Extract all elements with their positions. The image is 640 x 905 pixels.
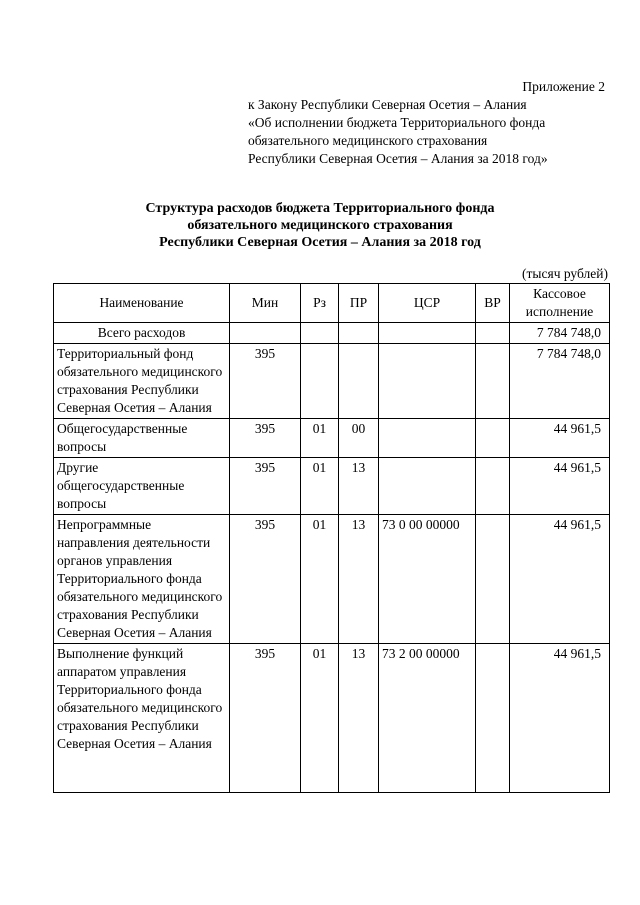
cell-vr: [476, 515, 510, 644]
cell-rz: [301, 323, 339, 344]
units-label: (тысяч рублей): [522, 266, 608, 281]
cell-min: 395: [230, 344, 301, 419]
cell-rz: 01: [301, 515, 339, 644]
table-row: [54, 458, 610, 515]
table-header-row: [54, 284, 610, 323]
cell-name: Выполнение функций аппаратом управления Территориального фонда обязательного медицинского страхования Республики Северная Осетия – Алания: [54, 644, 230, 793]
cell-pr: 13: [339, 644, 379, 793]
cell-amount: 44 961,5: [510, 419, 610, 458]
cell-name: Общегосударственные вопросы: [54, 419, 230, 458]
table-row: [54, 419, 610, 458]
cell-min: [230, 323, 301, 344]
cell-csr: 73 0 00 00000: [379, 515, 476, 644]
cell-amount: 44 961,5: [510, 515, 610, 644]
cell-csr: [379, 323, 476, 344]
table-row: [54, 515, 610, 644]
header-vr: ВР: [476, 284, 510, 323]
cell-name: Территориальный фонд обязательного медицинского страхования Республики Северная Осетия – Алания: [54, 344, 230, 419]
cell-rz: 01: [301, 458, 339, 515]
header-amount: Кассовое исполнение: [510, 284, 610, 323]
cell-amount: 7 784 748,0: [510, 323, 610, 344]
cell-pr: [339, 323, 379, 344]
header-min: Мин: [230, 284, 301, 323]
annex-line: Республики Северная Осетия – Алания за 2018 год»: [248, 151, 548, 166]
header-name: Наименование: [54, 284, 230, 323]
cell-rz: 01: [301, 644, 339, 793]
header-pr: ПР: [339, 284, 379, 323]
annex-line: обязательного медицинского страхования: [248, 133, 488, 148]
cell-pr: [339, 344, 379, 419]
cell-name: Непрограммные направления деятельности органов управления Территориального фонда обязательного медицинского страхования Республики Северная Осетия – Алания: [54, 515, 230, 644]
cell-vr: [476, 323, 510, 344]
cell-amount: 44 961,5: [510, 458, 610, 515]
title-line: обязательного медицинского страхования: [187, 218, 453, 233]
cell-rz: 01: [301, 419, 339, 458]
cell-pr: 00: [339, 419, 379, 458]
cell-csr: 73 2 00 00000: [379, 644, 476, 793]
cell-pr: 13: [339, 515, 379, 644]
title-line: Республики Северная Осетия – Алания за 2018 год: [159, 235, 481, 250]
document-title: [0, 200, 640, 251]
title-line: Структура расходов бюджета Территориального фонда: [145, 201, 495, 216]
cell-min: 395: [230, 644, 301, 793]
cell-rz: [301, 344, 339, 419]
annex-line: к Закону Республики Северная Осетия – Алания: [248, 97, 527, 112]
cell-vr: [476, 344, 510, 419]
annex-reference: [248, 96, 548, 168]
header-csr: ЦСР: [379, 284, 476, 323]
cell-amount: 7 784 748,0: [510, 344, 610, 419]
cell-amount: 44 961,5: [510, 644, 610, 793]
cell-csr: [379, 419, 476, 458]
cell-min: 395: [230, 515, 301, 644]
cell-name: Всего расходов: [54, 323, 230, 344]
cell-vr: [476, 419, 510, 458]
cell-vr: [476, 458, 510, 515]
cell-csr: [379, 344, 476, 419]
cell-name: Другие общегосударственные вопросы: [54, 458, 230, 515]
table-row: [54, 323, 610, 344]
cell-csr: [379, 458, 476, 515]
cell-min: 395: [230, 419, 301, 458]
expenditure-table: [53, 283, 610, 793]
cell-vr: [476, 644, 510, 793]
annex-number: Приложение 2: [522, 79, 605, 94]
header-rz: Рз: [301, 284, 339, 323]
table-row: [54, 644, 610, 793]
cell-min: 395: [230, 458, 301, 515]
cell-pr: 13: [339, 458, 379, 515]
annex-line: «Об исполнении бюджета Территориального фонда: [248, 115, 546, 130]
table-row: [54, 344, 610, 419]
